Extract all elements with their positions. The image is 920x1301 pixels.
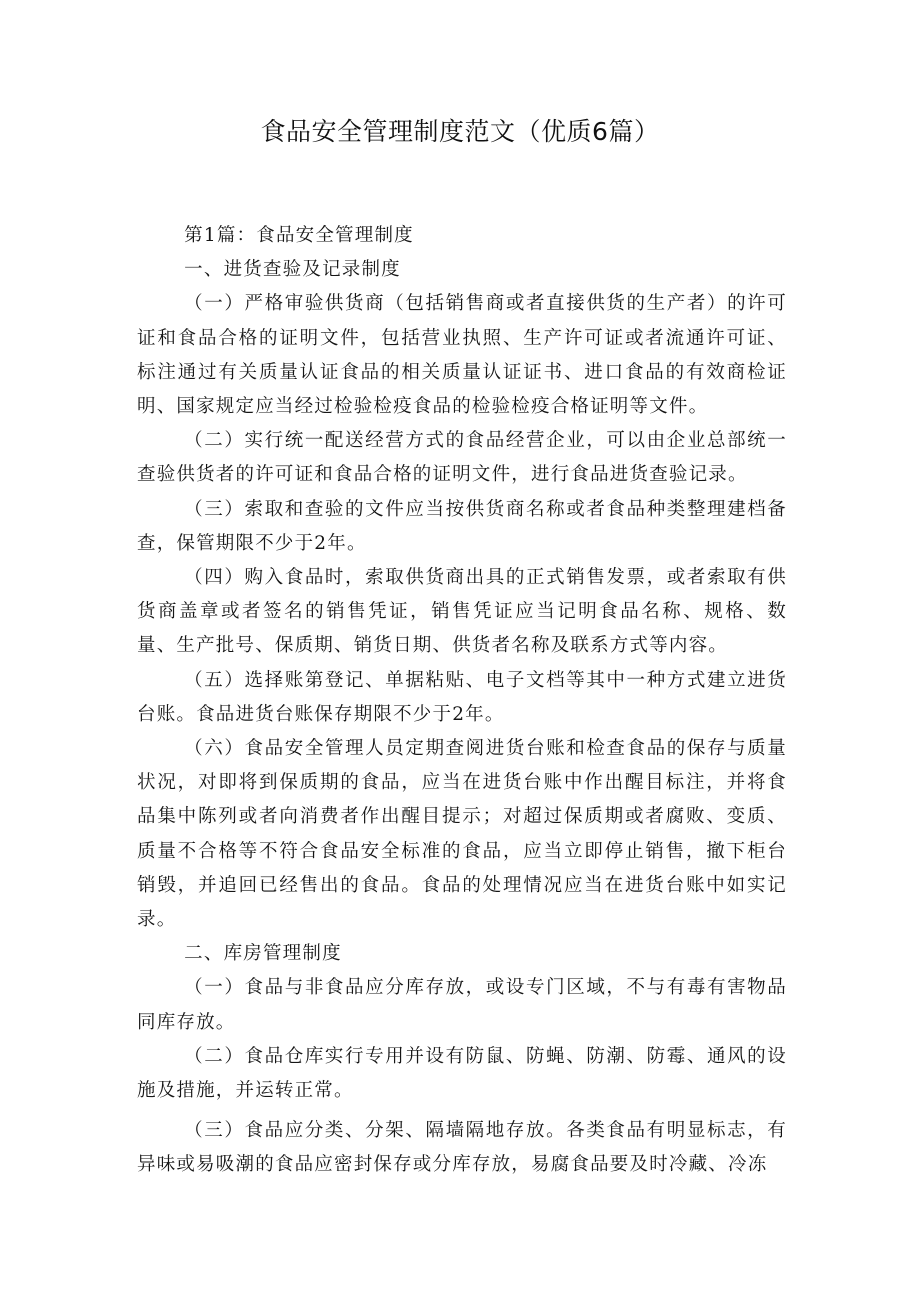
chapter-heading: 第1篇：食品安全管理制度 [184, 225, 414, 246]
section-heading-2: 二、库房管理制度 [184, 943, 342, 965]
section-heading-1: 一、进货查验及记录制度 [184, 259, 401, 281]
paragraph-1-6: （六）食品安全管理人员定期查阅进货台账和检查食品的保存与质量状况，对即将到保质期的食品，应当在进货台账中作出醒目标注，并将食品集中陈列或者向消费者作出醒目提示；对超过保质期或者腐败、变质、质量不合格等不符合食品安全标准的食品，应当立即停止销售，撤下柜台销毁，并追回已经售出的食品。食品的处理情况应当在进货台账中如实记录。 [137, 738, 787, 931]
document-body [137, 219, 787, 1183]
paragraph-1-2: （二）实行统一配送经营方式的食品经营企业，可以由企业总部统一查验供货者的许可证和食品合格的证明文件，进行食品进货查验记录。 [137, 430, 787, 486]
paragraph-2-2: （二）食品仓库实行专用并设有防鼠、防蝇、防潮、防霉、通风的设施及措施，并运转正常。 [137, 1045, 787, 1102]
paragraph-1-1: （一）严格审验供货商（包括销售商或者直接供货的生产者）的许可证和食品合格的证明文件，包括营业执照、生产许可证或者流通许可证、标注通过有关质量认证食品的相关质量认证证书、进口食品的有效商检证明、国家规定应当经过检验检疫食品的检验检疫合格证明等文件。 [137, 293, 787, 418]
paragraph-1-4: （四）购入食品时，索取供货商出具的正式销售发票，或者索取有供货商盖章或者签名的销售凭证，销售凭证应当记明食品名称、规格、数量、生产批号、保质期、销货日期、供货者名称及联系方式等内容。 [137, 567, 787, 657]
paragraph-2-1: （一）食品与非食品应分库存放，或设专门区域，不与有毒有害物品同库存放。 [137, 977, 787, 1033]
paragraph-1-5: （五）选择账第登记、单据粘贴、电子文档等其中一种方式建立进货台账。食品进货台账保存期限不少于2年。 [137, 669, 787, 725]
page-title: 食品安全管理制度范文（优质6篇） [260, 117, 660, 146]
paragraph-2-3: （三）食品应分类、分架、隔墙隔地存放。各类食品有明显标志，有异味或易吸潮的食品应密封保存或分库存放，易腐食品要及时冷藏、冷冻 [137, 1120, 787, 1176]
paragraph-1-3: （三）索取和查验的文件应当按供货商名称或者食品种类整理建档备查，保管期限不少于2年。 [137, 498, 787, 554]
